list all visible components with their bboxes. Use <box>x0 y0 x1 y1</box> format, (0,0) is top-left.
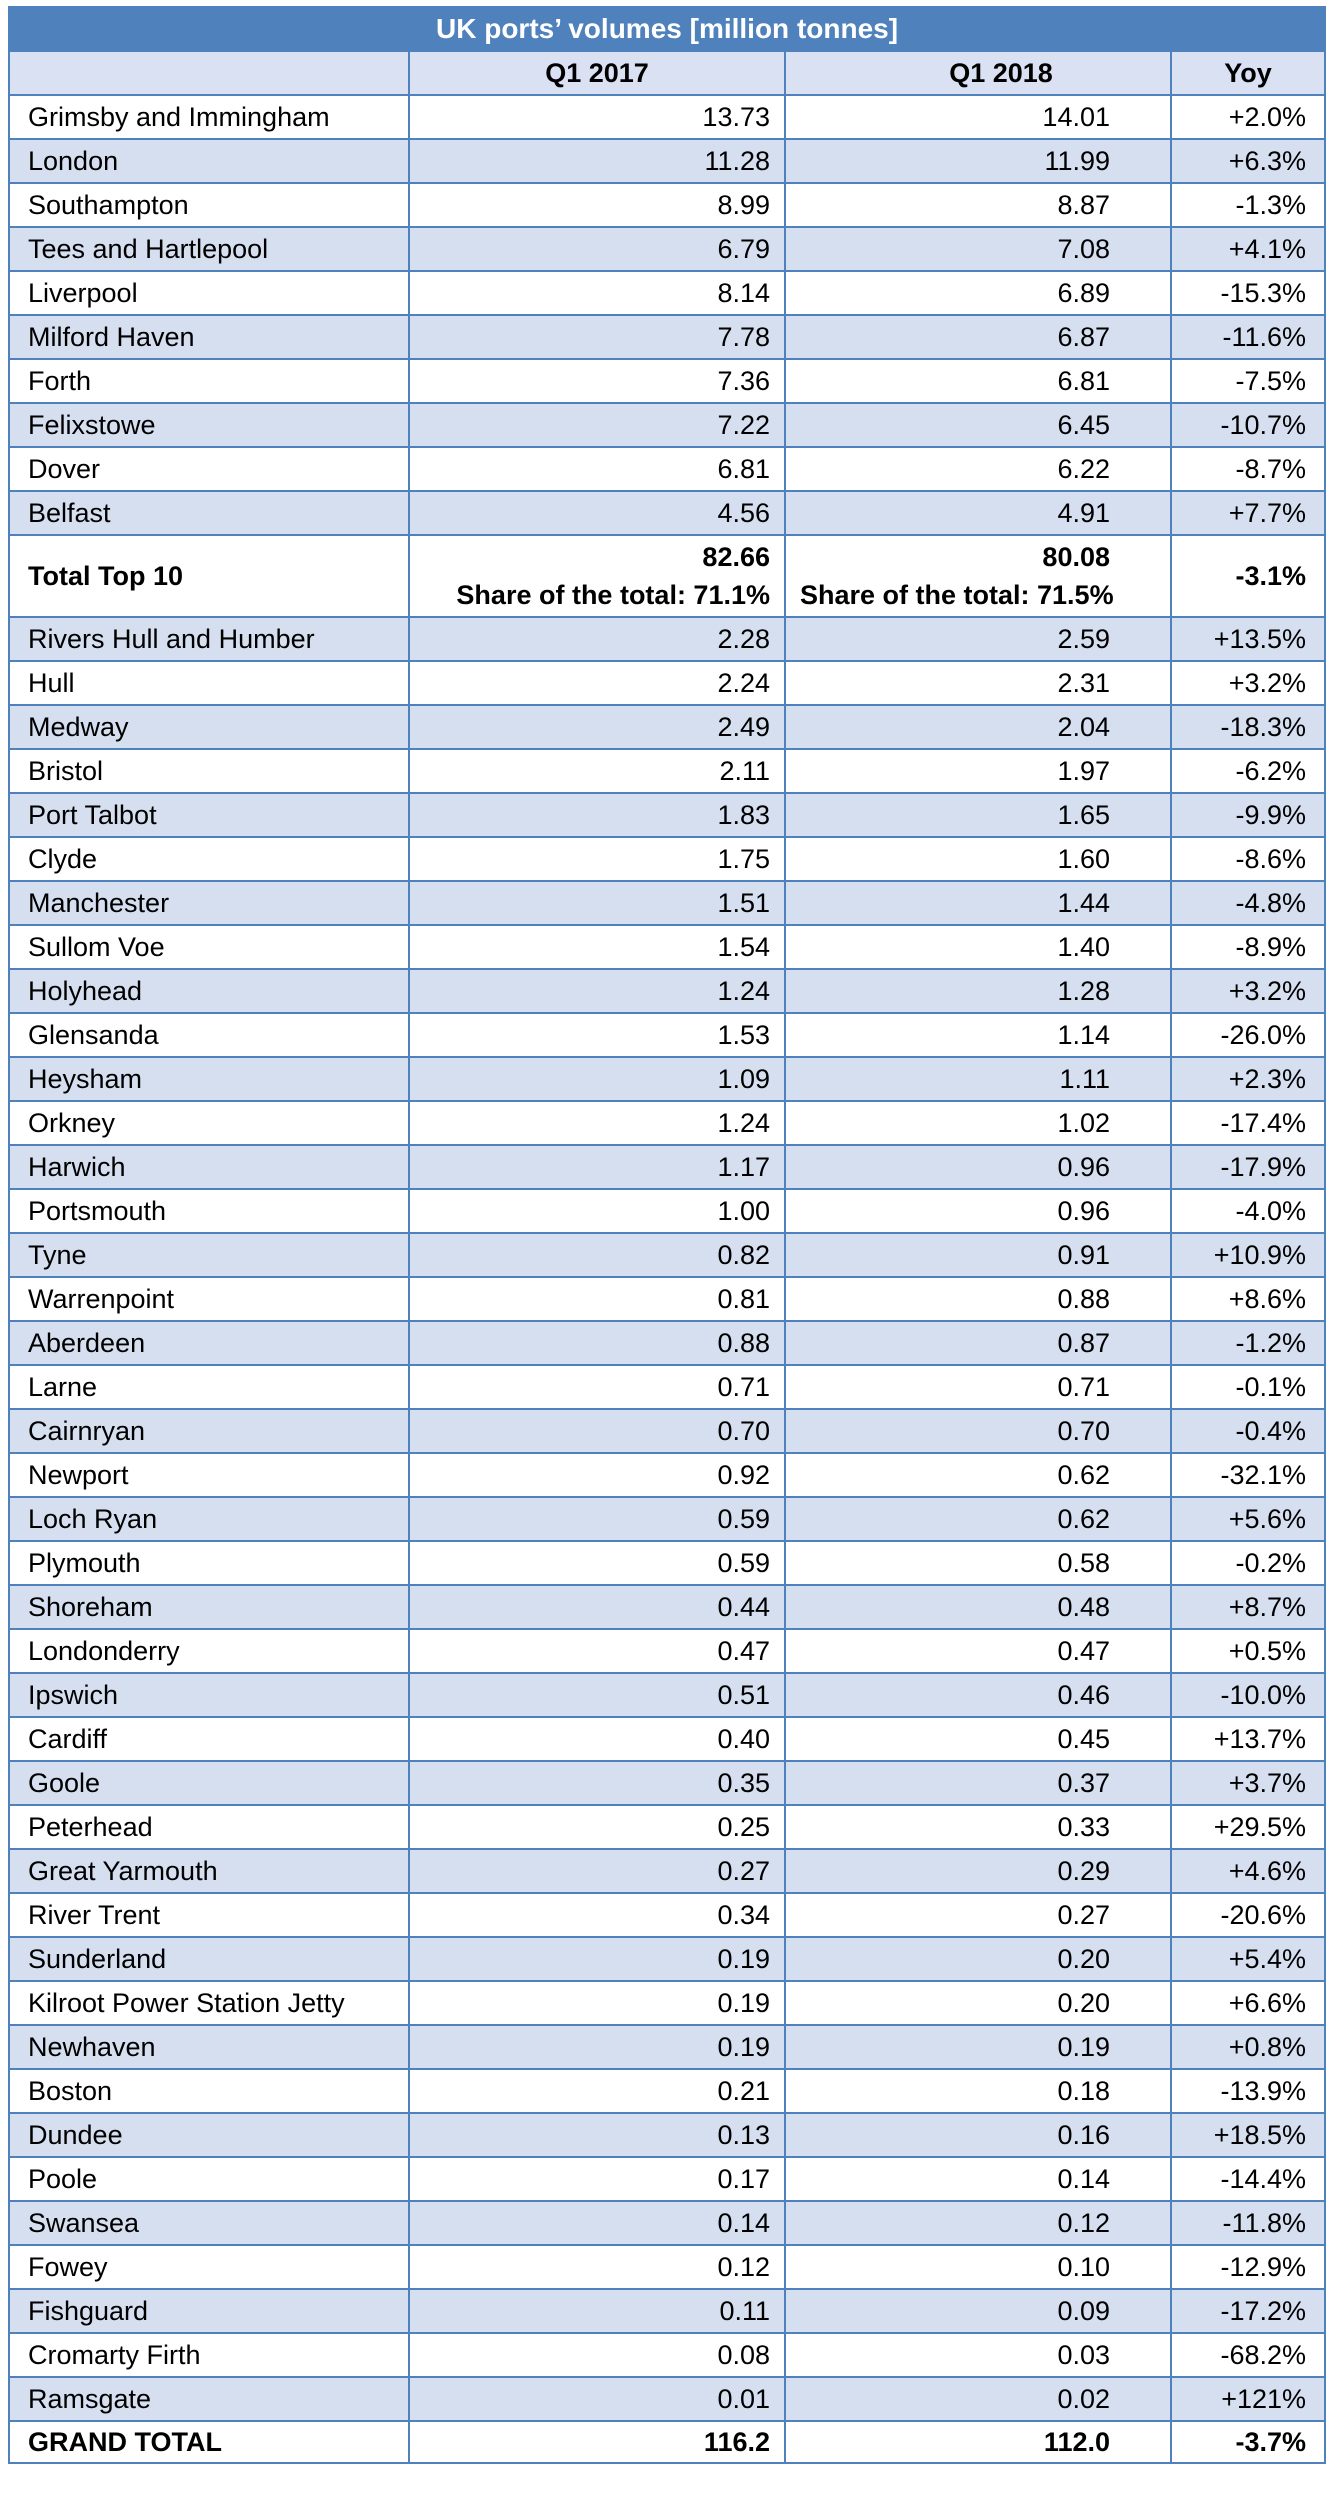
q1-2018-cell: 0.10 <box>785 2245 1171 2289</box>
table-row <box>9 227 1325 271</box>
table-row <box>9 2245 1325 2289</box>
q1-2017-cell: 0.35 <box>409 1761 785 1805</box>
q1-2018-cell: 0.16 <box>785 2113 1171 2157</box>
port-name-cell: Orkney <box>9 1101 409 1145</box>
port-name-cell: Kilroot Power Station Jetty <box>9 1981 409 2025</box>
q1-2017-cell: 7.22 <box>409 403 785 447</box>
q1-2018-cell: 1.40 <box>785 925 1171 969</box>
q1-2017-cell: 0.59 <box>409 1497 785 1541</box>
table-body <box>9 95 1325 2463</box>
yoy-cell: +6.6% <box>1171 1981 1325 2025</box>
yoy-cell: -4.0% <box>1171 1189 1325 1233</box>
yoy-cell: -11.8% <box>1171 2201 1325 2245</box>
table-row <box>9 2377 1325 2421</box>
table-row <box>9 1937 1325 1981</box>
yoy-cell: -1.2% <box>1171 1321 1325 1365</box>
port-name-cell: Clyde <box>9 837 409 881</box>
q1-2017-cell: 0.19 <box>409 1937 785 1981</box>
table-row <box>9 1453 1325 1497</box>
table-row <box>9 617 1325 661</box>
yoy-cell: +18.5% <box>1171 2113 1325 2157</box>
table-row <box>9 969 1325 1013</box>
ports-volume-table <box>8 6 1326 2464</box>
port-name-cell: Peterhead <box>9 1805 409 1849</box>
q1-2018-cell: 0.20 <box>785 1981 1171 2025</box>
port-name-cell: Harwich <box>9 1145 409 1189</box>
yoy-cell: +5.6% <box>1171 1497 1325 1541</box>
q1-2018-cell: 112.0 <box>785 2421 1171 2463</box>
q1-2018-cell: 0.14 <box>785 2157 1171 2201</box>
table-row <box>9 1233 1325 1277</box>
table-row <box>9 793 1325 837</box>
port-name-cell: Sunderland <box>9 1937 409 1981</box>
table-row <box>9 1541 1325 1585</box>
port-name-cell: London <box>9 139 409 183</box>
q1-2018-cell: 0.88 <box>785 1277 1171 1321</box>
table-row <box>9 925 1325 969</box>
q1-2018-cell: 7.08 <box>785 227 1171 271</box>
q1-2018-cell: 6.45 <box>785 403 1171 447</box>
table-row <box>9 1057 1325 1101</box>
yoy-cell: -8.6% <box>1171 837 1325 881</box>
yoy-cell: -0.4% <box>1171 1409 1325 1453</box>
table-row <box>9 881 1325 925</box>
header-yoy: Yoy <box>1171 51 1325 95</box>
yoy-cell: -8.9% <box>1171 925 1325 969</box>
total-value: 82.66 <box>702 542 770 572</box>
table-row <box>9 1981 1325 2025</box>
yoy-cell: -12.9% <box>1171 2245 1325 2289</box>
table-row <box>9 1409 1325 1453</box>
q1-2017-cell: 1.53 <box>409 1013 785 1057</box>
ports-table-container <box>8 6 1324 2464</box>
q1-2018-cell: 0.09 <box>785 2289 1171 2333</box>
q1-2017-cell: 0.71 <box>409 1365 785 1409</box>
table-row <box>9 315 1325 359</box>
q1-2018-cell: 0.12 <box>785 2201 1171 2245</box>
port-name-cell: Swansea <box>9 2201 409 2245</box>
port-name-cell: Hull <box>9 661 409 705</box>
port-name-cell: Dover <box>9 447 409 491</box>
table-row <box>9 1101 1325 1145</box>
q1-2017-cell: 2.28 <box>409 617 785 661</box>
q1-2017-cell: 13.73 <box>409 95 785 139</box>
q1-2018-cell: 0.87 <box>785 1321 1171 1365</box>
q1-2017-cell: 0.11 <box>409 2289 785 2333</box>
q1-2018-cell: 2.04 <box>785 705 1171 749</box>
table-row <box>9 1585 1325 1629</box>
q1-2017-cell: 8.14 <box>409 271 785 315</box>
table-row <box>9 1145 1325 1189</box>
port-name-cell: Boston <box>9 2069 409 2113</box>
q1-2018-cell: 0.48 <box>785 1585 1171 1629</box>
table-row <box>9 1761 1325 1805</box>
q1-2018-cell: 6.22 <box>785 447 1171 491</box>
share-of-total: Share of the total: 71.1% <box>456 580 770 610</box>
port-name-cell: Goole <box>9 1761 409 1805</box>
yoy-cell: -0.1% <box>1171 1365 1325 1409</box>
q1-2018-cell: 2.31 <box>785 661 1171 705</box>
q1-2018-cell: 4.91 <box>785 491 1171 535</box>
q1-2018-cell: 0.91 <box>785 1233 1171 1277</box>
q1-2017-cell: 0.21 <box>409 2069 785 2113</box>
port-name-cell: Holyhead <box>9 969 409 1013</box>
q1-2018-cell: 1.28 <box>785 969 1171 1013</box>
table-row <box>9 447 1325 491</box>
q1-2018-cell: 0.96 <box>785 1145 1171 1189</box>
yoy-cell: +6.3% <box>1171 139 1325 183</box>
q1-2017-cell: 0.13 <box>409 2113 785 2157</box>
table-row <box>9 1189 1325 1233</box>
total-top10-q1-2017-cell <box>409 535 785 617</box>
q1-2018-cell: 2.59 <box>785 617 1171 661</box>
port-name-cell: Londonderry <box>9 1629 409 1673</box>
q1-2017-cell: 8.99 <box>409 183 785 227</box>
table-row <box>9 1277 1325 1321</box>
q1-2018-cell: 0.03 <box>785 2333 1171 2377</box>
table-row <box>9 2289 1325 2333</box>
yoy-cell: +2.3% <box>1171 1057 1325 1101</box>
table-row <box>9 271 1325 315</box>
port-name-cell: Manchester <box>9 881 409 925</box>
port-name-cell: Cromarty Firth <box>9 2333 409 2377</box>
q1-2017-cell: 0.44 <box>409 1585 785 1629</box>
q1-2017-cell: 4.56 <box>409 491 785 535</box>
q1-2017-cell: 1.24 <box>409 1101 785 1145</box>
port-name-cell: Milford Haven <box>9 315 409 359</box>
grand-total-label: GRAND TOTAL <box>9 2421 409 2463</box>
q1-2017-cell: 6.79 <box>409 227 785 271</box>
port-name-cell: Portsmouth <box>9 1189 409 1233</box>
q1-2018-cell: 1.14 <box>785 1013 1171 1057</box>
q1-2017-cell: 1.75 <box>409 837 785 881</box>
port-name-cell: Grimsby and Immingham <box>9 95 409 139</box>
q1-2017-cell: 11.28 <box>409 139 785 183</box>
q1-2018-cell: 0.47 <box>785 1629 1171 1673</box>
total-top10-row <box>9 535 1325 617</box>
yoy-cell: +121% <box>1171 2377 1325 2421</box>
q1-2017-cell: 116.2 <box>409 2421 785 2463</box>
q1-2017-cell: 1.24 <box>409 969 785 1013</box>
yoy-cell: +13.5% <box>1171 617 1325 661</box>
q1-2018-cell: 0.70 <box>785 1409 1171 1453</box>
table-row <box>9 749 1325 793</box>
q1-2018-cell: 0.45 <box>785 1717 1171 1761</box>
q1-2018-cell: 1.97 <box>785 749 1171 793</box>
port-name-cell: Loch Ryan <box>9 1497 409 1541</box>
port-name-cell: Tees and Hartlepool <box>9 227 409 271</box>
yoy-cell: -9.9% <box>1171 793 1325 837</box>
yoy-cell: +5.4% <box>1171 1937 1325 1981</box>
share-of-total: Share of the total: 71.5% <box>800 580 1114 610</box>
q1-2017-cell: 6.81 <box>409 447 785 491</box>
yoy-cell: +8.7% <box>1171 1585 1325 1629</box>
q1-2017-cell: 0.82 <box>409 1233 785 1277</box>
yoy-cell: -4.8% <box>1171 881 1325 925</box>
yoy-cell: -18.3% <box>1171 705 1325 749</box>
yoy-cell: -8.7% <box>1171 447 1325 491</box>
table-row <box>9 1497 1325 1541</box>
q1-2018-cell: 0.19 <box>785 2025 1171 2069</box>
q1-2018-cell: 0.33 <box>785 1805 1171 1849</box>
yoy-cell: +4.1% <box>1171 227 1325 271</box>
port-name-cell: Tyne <box>9 1233 409 1277</box>
yoy-cell: -14.4% <box>1171 2157 1325 2201</box>
q1-2018-cell: 0.71 <box>785 1365 1171 1409</box>
table-row <box>9 403 1325 447</box>
q1-2018-cell: 14.01 <box>785 95 1171 139</box>
q1-2017-cell: 0.70 <box>409 1409 785 1453</box>
q1-2017-cell: 0.81 <box>409 1277 785 1321</box>
table-row <box>9 1805 1325 1849</box>
table-row <box>9 1673 1325 1717</box>
port-name-cell: Plymouth <box>9 1541 409 1585</box>
q1-2018-cell: 6.89 <box>785 271 1171 315</box>
port-name-cell: Warrenpoint <box>9 1277 409 1321</box>
table-row <box>9 1893 1325 1937</box>
q1-2017-cell: 0.14 <box>409 2201 785 2245</box>
yoy-cell: -26.0% <box>1171 1013 1325 1057</box>
grand-total-row <box>9 2421 1325 2463</box>
q1-2018-cell: 0.29 <box>785 1849 1171 1893</box>
port-name-cell: Felixstowe <box>9 403 409 447</box>
q1-2017-cell: 1.09 <box>409 1057 785 1101</box>
port-name-cell: Shoreham <box>9 1585 409 1629</box>
q1-2017-cell: 0.34 <box>409 1893 785 1937</box>
yoy-cell: +0.8% <box>1171 2025 1325 2069</box>
q1-2017-cell: 1.00 <box>409 1189 785 1233</box>
table-row <box>9 1717 1325 1761</box>
q1-2017-cell: 0.25 <box>409 1805 785 1849</box>
port-name-cell: Port Talbot <box>9 793 409 837</box>
q1-2017-cell: 0.51 <box>409 1673 785 1717</box>
q1-2017-cell: 2.11 <box>409 749 785 793</box>
header-port <box>9 51 409 95</box>
port-name-cell: Larne <box>9 1365 409 1409</box>
yoy-cell: +3.7% <box>1171 1761 1325 1805</box>
yoy-cell: +8.6% <box>1171 1277 1325 1321</box>
total-top10-q1-2018-cell <box>785 535 1171 617</box>
port-name-cell: Cairnryan <box>9 1409 409 1453</box>
q1-2018-cell: 11.99 <box>785 139 1171 183</box>
port-name-cell: Belfast <box>9 491 409 535</box>
yoy-cell: -13.9% <box>1171 2069 1325 2113</box>
q1-2018-cell: 1.11 <box>785 1057 1171 1101</box>
port-name-cell: Fowey <box>9 2245 409 2289</box>
table-row <box>9 2201 1325 2245</box>
table-row <box>9 661 1325 705</box>
table-row <box>9 95 1325 139</box>
yoy-cell: -10.0% <box>1171 1673 1325 1717</box>
table-row <box>9 2157 1325 2201</box>
table-row <box>9 359 1325 403</box>
port-name-cell: Great Yarmouth <box>9 1849 409 1893</box>
yoy-cell: -17.4% <box>1171 1101 1325 1145</box>
yoy-cell: +0.5% <box>1171 1629 1325 1673</box>
table-row <box>9 139 1325 183</box>
q1-2018-cell: 0.27 <box>785 1893 1171 1937</box>
q1-2018-cell: 0.62 <box>785 1497 1171 1541</box>
q1-2017-cell: 1.54 <box>409 925 785 969</box>
table-row <box>9 1365 1325 1409</box>
yoy-cell: -20.6% <box>1171 1893 1325 1937</box>
yoy-cell: +4.6% <box>1171 1849 1325 1893</box>
header-q1-2018: Q1 2018 <box>785 51 1171 95</box>
q1-2017-cell: 1.83 <box>409 793 785 837</box>
q1-2017-cell: 0.12 <box>409 2245 785 2289</box>
port-name-cell: River Trent <box>9 1893 409 1937</box>
q1-2018-cell: 6.81 <box>785 359 1171 403</box>
yoy-cell: +3.2% <box>1171 661 1325 705</box>
port-name-cell: Heysham <box>9 1057 409 1101</box>
port-name-cell: Aberdeen <box>9 1321 409 1365</box>
table-row <box>9 705 1325 749</box>
yoy-cell: -15.3% <box>1171 271 1325 315</box>
q1-2017-cell: 0.47 <box>409 1629 785 1673</box>
yoy-cell: +7.7% <box>1171 491 1325 535</box>
yoy-cell: +29.5% <box>1171 1805 1325 1849</box>
q1-2018-cell: 1.44 <box>785 881 1171 925</box>
q1-2017-cell: 0.19 <box>409 1981 785 2025</box>
q1-2017-cell: 0.08 <box>409 2333 785 2377</box>
q1-2018-cell: 0.20 <box>785 1937 1171 1981</box>
table-row <box>9 1013 1325 1057</box>
table-row <box>9 2113 1325 2157</box>
header-row <box>9 51 1325 95</box>
q1-2017-cell: 1.17 <box>409 1145 785 1189</box>
table-row <box>9 2069 1325 2113</box>
port-name-cell: Glensanda <box>9 1013 409 1057</box>
yoy-cell: -68.2% <box>1171 2333 1325 2377</box>
total-top10-yoy-cell: -3.1% <box>1171 535 1325 617</box>
yoy-cell: +13.7% <box>1171 1717 1325 1761</box>
port-name-cell: Newhaven <box>9 2025 409 2069</box>
port-name-cell: Ramsgate <box>9 2377 409 2421</box>
table-row <box>9 1629 1325 1673</box>
table-row <box>9 837 1325 881</box>
table-row <box>9 1849 1325 1893</box>
q1-2017-cell: 0.92 <box>409 1453 785 1497</box>
yoy-cell: -3.7% <box>1171 2421 1325 2463</box>
q1-2018-cell: 0.37 <box>785 1761 1171 1805</box>
q1-2018-cell: 0.18 <box>785 2069 1171 2113</box>
table-row <box>9 2025 1325 2069</box>
q1-2017-cell: 1.51 <box>409 881 785 925</box>
port-name-cell: Sullom Voe <box>9 925 409 969</box>
yoy-cell: -10.7% <box>1171 403 1325 447</box>
q1-2017-cell: 0.88 <box>409 1321 785 1365</box>
yoy-cell: +3.2% <box>1171 969 1325 1013</box>
q1-2017-cell: 0.01 <box>409 2377 785 2421</box>
q1-2017-cell: 0.19 <box>409 2025 785 2069</box>
table-row <box>9 1321 1325 1365</box>
q1-2018-cell: 0.58 <box>785 1541 1171 1585</box>
q1-2018-cell: 0.02 <box>785 2377 1171 2421</box>
yoy-cell: -17.2% <box>1171 2289 1325 2333</box>
total-top10-label: Total Top 10 <box>9 535 409 617</box>
q1-2017-cell: 0.17 <box>409 2157 785 2201</box>
yoy-cell: -1.3% <box>1171 183 1325 227</box>
q1-2018-cell: 0.96 <box>785 1189 1171 1233</box>
yoy-cell: -0.2% <box>1171 1541 1325 1585</box>
yoy-cell: +2.0% <box>1171 95 1325 139</box>
q1-2018-cell: 0.62 <box>785 1453 1171 1497</box>
q1-2017-cell: 7.78 <box>409 315 785 359</box>
port-name-cell: Southampton <box>9 183 409 227</box>
q1-2017-cell: 2.24 <box>409 661 785 705</box>
yoy-cell: -11.6% <box>1171 315 1325 359</box>
q1-2018-cell: 1.65 <box>785 793 1171 837</box>
table-row <box>9 2333 1325 2377</box>
table-row <box>9 491 1325 535</box>
table-row <box>9 183 1325 227</box>
q1-2017-cell: 2.49 <box>409 705 785 749</box>
port-name-cell: Fishguard <box>9 2289 409 2333</box>
yoy-cell: -7.5% <box>1171 359 1325 403</box>
port-name-cell: Forth <box>9 359 409 403</box>
port-name-cell: Medway <box>9 705 409 749</box>
yoy-cell: -17.9% <box>1171 1145 1325 1189</box>
port-name-cell: Liverpool <box>9 271 409 315</box>
q1-2018-cell: 6.87 <box>785 315 1171 359</box>
yoy-cell: +10.9% <box>1171 1233 1325 1277</box>
port-name-cell: Poole <box>9 2157 409 2201</box>
yoy-cell: -6.2% <box>1171 749 1325 793</box>
q1-2018-cell: 0.46 <box>785 1673 1171 1717</box>
q1-2018-cell: 8.87 <box>785 183 1171 227</box>
port-name-cell: Cardiff <box>9 1717 409 1761</box>
port-name-cell: Rivers Hull and Humber <box>9 617 409 661</box>
q1-2017-cell: 0.27 <box>409 1849 785 1893</box>
q1-2017-cell: 0.40 <box>409 1717 785 1761</box>
yoy-cell: -32.1% <box>1171 1453 1325 1497</box>
port-name-cell: Dundee <box>9 2113 409 2157</box>
q1-2018-cell: 1.60 <box>785 837 1171 881</box>
total-value: 80.08 <box>1042 542 1110 572</box>
port-name-cell: Ipswich <box>9 1673 409 1717</box>
q1-2018-cell: 1.02 <box>785 1101 1171 1145</box>
q1-2017-cell: 0.59 <box>409 1541 785 1585</box>
port-name-cell: Newport <box>9 1453 409 1497</box>
q1-2017-cell: 7.36 <box>409 359 785 403</box>
header-q1-2017: Q1 2017 <box>409 51 785 95</box>
table-title: UK ports’ volumes [million tonnes] <box>9 7 1325 51</box>
port-name-cell: Bristol <box>9 749 409 793</box>
